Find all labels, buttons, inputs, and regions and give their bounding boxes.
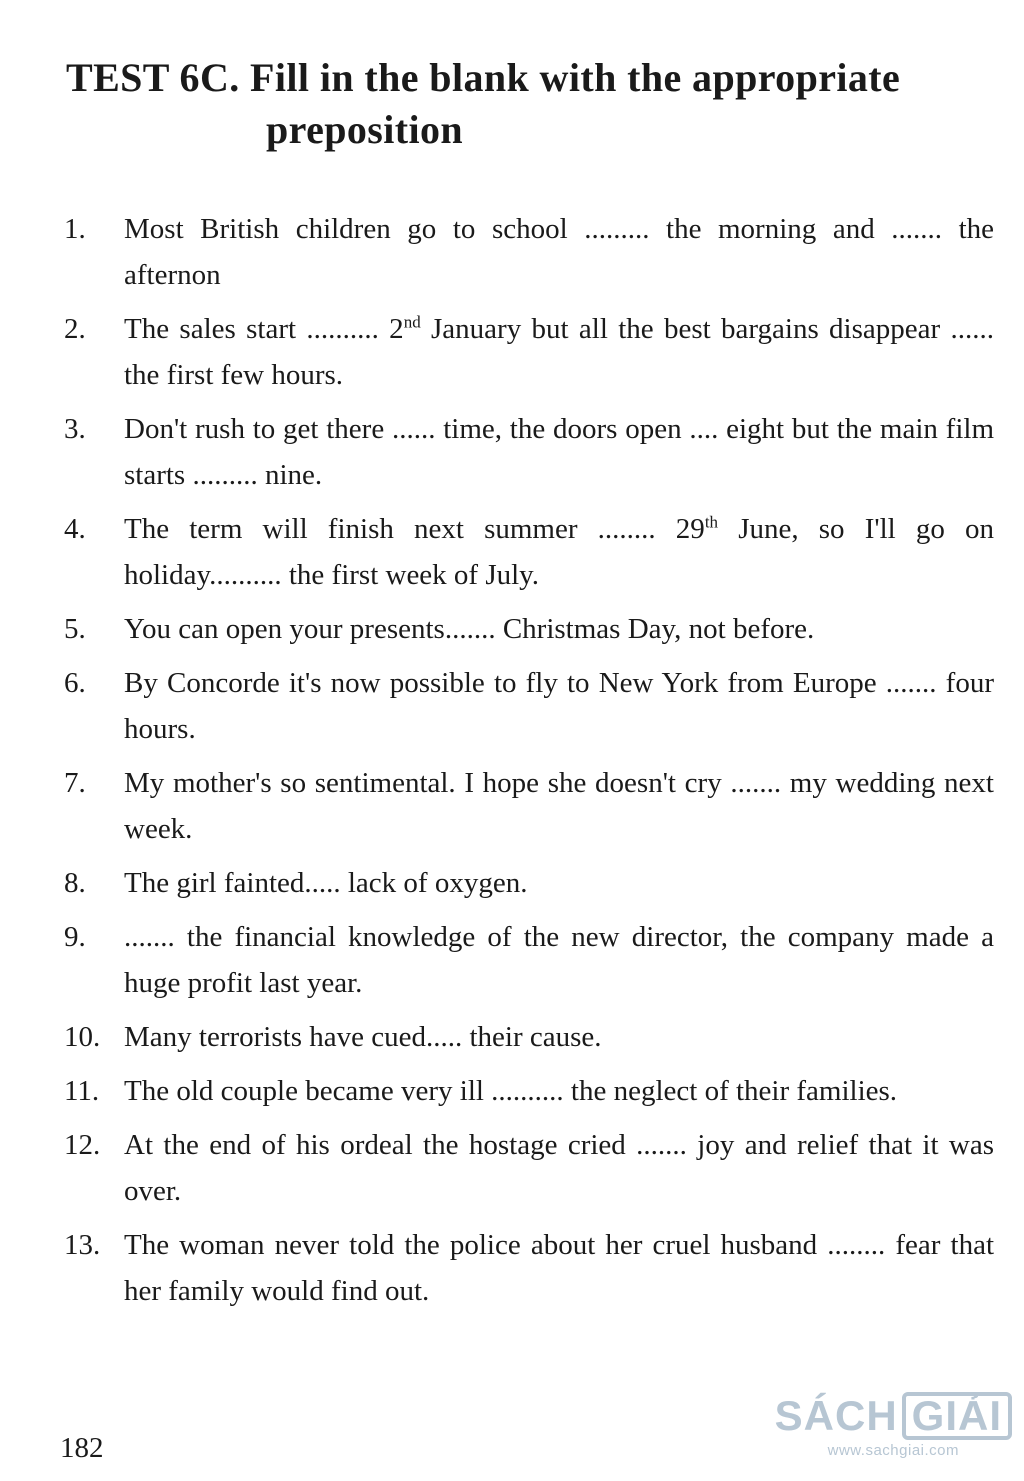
watermark-logo [775, 1392, 1012, 1459]
question-item [58, 606, 998, 652]
question-text: Most British children go to school ......... the morning and ....... the afternon [124, 213, 994, 291]
question-item [58, 206, 998, 298]
question-item [58, 506, 998, 598]
question-text-start: The term will finish next summer ........ 29 [124, 513, 705, 545]
question-text: At the end of his ordeal the hostage cried ....... joy and relief that it was over. [124, 1129, 994, 1207]
question-item [58, 1014, 998, 1060]
question-number: 7. [64, 767, 86, 799]
question-number: 5. [64, 613, 86, 645]
watermark-brand [775, 1392, 1012, 1440]
watermark-brand-left: SÁCH [774, 1392, 898, 1439]
page-number: 182 [60, 1432, 104, 1464]
question-number: 4. [64, 513, 86, 545]
question-text: The woman never told the police about her cruel husband ........ fear that her family would find out. [124, 1229, 994, 1307]
watermark-brand-box: GIẢI [902, 1392, 1012, 1440]
question-number: 11. [64, 1075, 100, 1107]
question-number: 13. [64, 1229, 101, 1261]
question-item [58, 1068, 998, 1114]
question-item [58, 860, 998, 906]
question-text: The old couple became very ill .......... the neglect of their families. [124, 1075, 898, 1107]
question-item [58, 1122, 998, 1214]
question-item [58, 660, 998, 752]
question-number: 8. [64, 867, 86, 899]
question-number: 10. [64, 1021, 101, 1053]
question-text [124, 506, 998, 598]
question-number: 6. [64, 667, 86, 699]
ordinal-suffix: nd [403, 312, 421, 332]
question-text: ....... the financial knowledge of the new director, the company made a huge profit last year. [124, 921, 994, 999]
question-number: 9. [64, 921, 86, 953]
question-text: The girl fainted..... lack of oxygen. [124, 867, 528, 899]
question-item [58, 406, 998, 498]
question-item [58, 760, 998, 852]
question-number: 2. [64, 313, 86, 345]
watermark-url: www.sachgiai.com [827, 1442, 960, 1459]
question-text-end: January but all the best bargains disappear ...... the first few hours. [124, 313, 994, 391]
question-text-start: The sales start .......... 2 [124, 313, 404, 345]
question-list [58, 206, 998, 1322]
question-number: 12. [64, 1129, 101, 1161]
question-text: By Concorde it's now possible to fly to New York from Europe ....... four hours. [124, 667, 994, 745]
question-item [58, 914, 998, 1006]
question-text: Many terrorists have cued..... their cause. [124, 1021, 602, 1053]
question-text: My mother's so sentimental. I hope she doesn't cry ....... my wedding next week. [124, 767, 994, 845]
question-number: 3. [64, 413, 86, 445]
question-text: Don't rush to get there ...... time, the doors open .... eight but the main film starts ......... nine. [124, 413, 994, 491]
question-text-end: June, so I'll go on holiday.......... the first week of July. [124, 513, 994, 591]
title-line-2: preposition [266, 107, 464, 152]
page-title [66, 52, 1001, 156]
question-item [58, 306, 998, 398]
question-item [58, 1222, 998, 1314]
question-number: 1. [64, 213, 86, 245]
question-text [124, 306, 998, 398]
ordinal-suffix: th [704, 512, 719, 532]
title-line-1: TEST 6C. Fill in the blank with the appropriate [66, 55, 901, 100]
question-text: You can open your presents....... Christmas Day, not before. [124, 613, 815, 645]
